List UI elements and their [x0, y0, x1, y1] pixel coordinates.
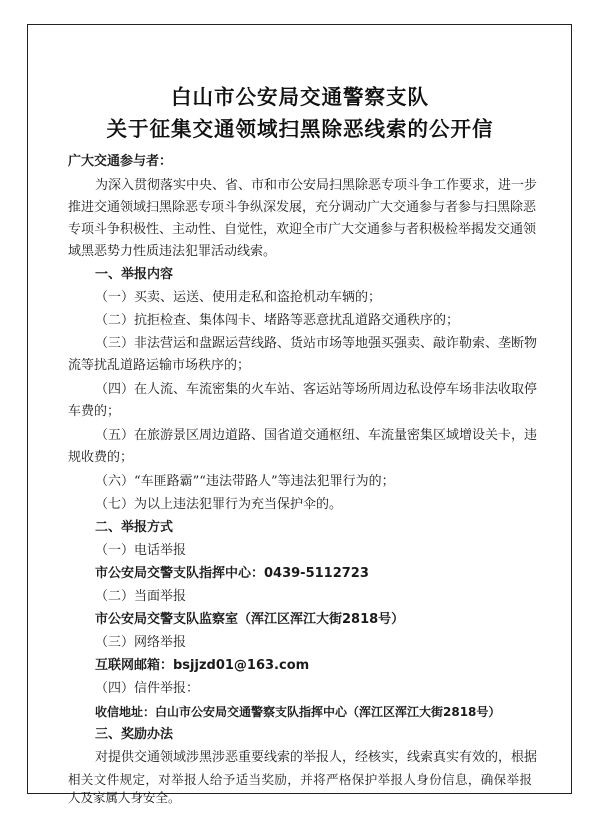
report-contact: 互联网邮箱：bsjjzd01@163.com [95, 658, 310, 673]
list-item: （三）非法营运和盘踞运营线路、货站市场等地强买强卖、敲诈勒索、垄断物 [95, 336, 538, 351]
report-method: （三）网络举报 [95, 635, 187, 650]
report-contact: 市公安局交警支队指挥中心：0439-5112723 [95, 566, 369, 581]
list-item: （二）抗拒检查、集体闯卡、堵路等恶意扰乱道路交通秩序的； [95, 313, 460, 328]
title-line-1: 白山市公安局交通警察支队 [171, 85, 429, 109]
report-contact: 市公安局交警支队监察室（浑江区浑江大街2818号） [95, 612, 405, 627]
list-item: （一）买卖、运送、使用走私和盗抢机动车辆的； [95, 290, 382, 305]
list-item-continued: 流等扰乱道路运输市场秩序的； [68, 358, 251, 373]
reward-line: 相关文件规定，对举报人给予适当奖励，并将严格保护举报人身份信息，确保举报 [68, 772, 532, 787]
intro-line: 域黑恶势力性质违法犯罪活动线索。 [68, 244, 277, 259]
list-item: （七）为以上违法犯罪行为充当保护伞的。 [95, 497, 343, 512]
list-item: （六）“车匪路霸”“违法带路人”等违法犯罪行为的； [95, 474, 395, 489]
report-contact: 收信地址：白山市公安局交通警察支队指挥中心（浑江区浑江大街2818号） [95, 705, 501, 719]
title-line-2: 关于征集交通领域扫黑除恶线索的公开信 [106, 117, 494, 141]
list-item: （四）在人流、车流密集的火车站、客运站等场所周边私设停车场非法收取停 [95, 382, 538, 397]
report-method: （二）当面举报 [95, 589, 187, 604]
list-item-continued: 规收费的； [68, 450, 134, 465]
section-heading: 三、奖励办法 [95, 727, 174, 742]
section-heading: 一、举报内容 [95, 267, 174, 282]
reward-line: 人及家属人身安全。 [68, 790, 181, 805]
list-item-continued: 车费的； [68, 404, 121, 419]
list-item: （五）在旅游景区周边道路、国省道交通枢纽、车流量密集区域增设关卡，违 [95, 428, 538, 443]
reward-line: 对提供交通领域涉黑涉恶重要线索的举报人，经核实，线索真实有效的，根据 [95, 750, 538, 765]
report-method: （一）电话举报 [95, 543, 187, 558]
intro-line: 推进交通领域扫黑除恶专项斗争纵深发展，充分调动广大交通参与者参与扫黑除恶 [68, 200, 537, 215]
intro-line: 专项斗争积极性、主动性、自觉性，欢迎全市广大交通参与者积极检举揭发交通领 [68, 222, 537, 237]
intro-line: 为深入贯彻落实中央、省、市和市公安局扫黑除恶专项斗争工作要求，进一步 [95, 178, 538, 193]
section-heading: 二、举报方式 [95, 520, 174, 535]
salutation: 广大交通参与者： [68, 154, 173, 169]
report-method: （四）信件举报： [95, 681, 200, 696]
